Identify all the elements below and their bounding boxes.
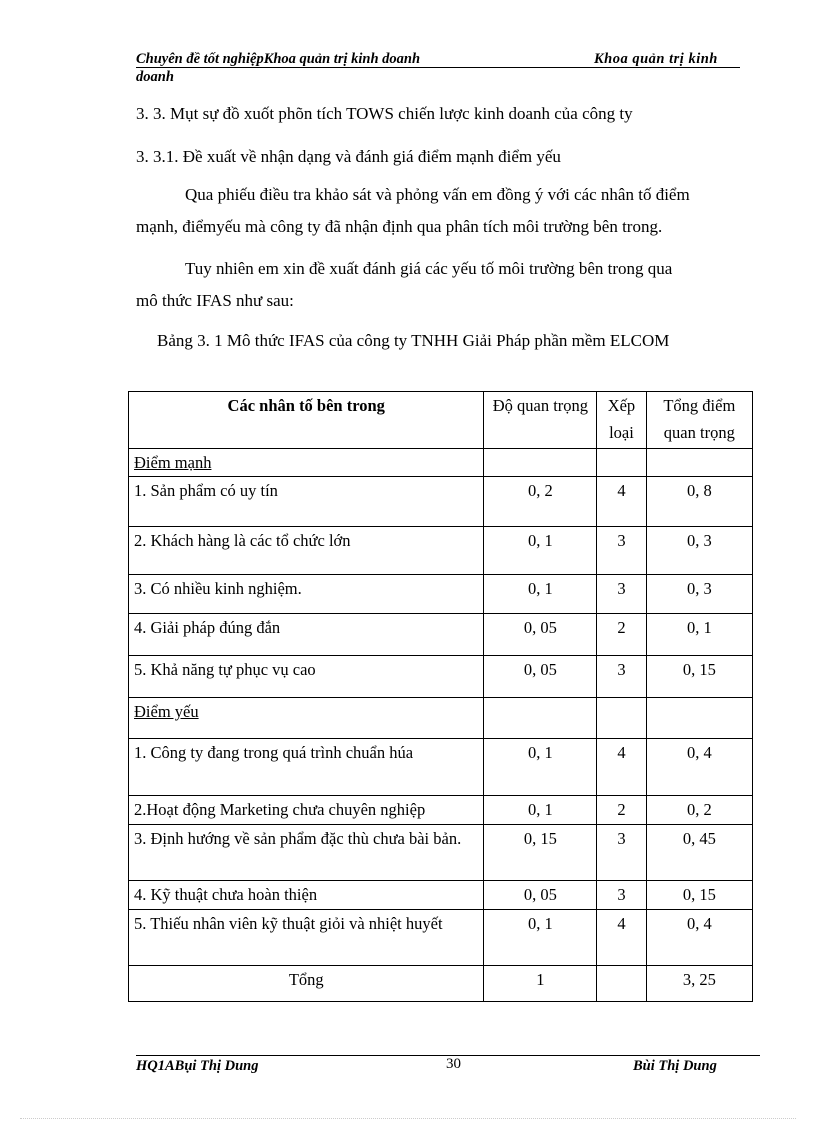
factor-cell: 2.Hoạt động Marketing chưa chuyên nghiệp [129,796,484,825]
rating-cell: 4 [597,739,646,796]
footer-left-text: HQ1ABụi Thị Dung [136,1058,259,1074]
factor-cell: 3. Định hướng về sản phẩm đặc thù chưa bài bản. [129,825,484,881]
paragraph-1-line-2: mạnh, điểmyếu mà công ty đã nhận định qua phân tích môi trường bên trong. [136,217,663,236]
table-row [129,910,753,966]
score-cell: 0, 45 [646,825,752,881]
table-header-row [129,392,753,449]
footer-right-text: Bùi Thị Dung [633,1058,717,1074]
table-row [129,881,753,910]
header-continuation-text: doanh [136,69,174,85]
table-row [129,656,753,698]
header-divider [136,67,740,68]
importance-cell: 0, 1 [484,739,597,796]
table-row [129,796,753,825]
score-cell: 0, 8 [646,477,752,527]
factor-cell: 5. Khả năng tự phục vụ cao [129,656,484,698]
score-cell: 0, 4 [646,739,752,796]
score-cell: 0, 1 [646,614,752,656]
score-cell: 0, 15 [646,656,752,698]
header-importance: Độ quan trọng [484,392,597,449]
importance-cell: 0, 1 [484,575,597,614]
ifas-table [128,391,753,1002]
importance-cell: 0, 05 [484,614,597,656]
header-left-text: Chuyên đề tốt nghiệpKhoa quản trị kinh doanh [136,51,421,67]
weaknesses-label: Điểm yếu [129,698,484,739]
factor-cell: 2. Khách hàng là các tổ chức lớn [129,527,484,575]
factor-cell: 4. Giải pháp đúng đắn [129,614,484,656]
section-heading-3-3-1: 3. 3.1. Đề xuất về nhận dạng và đánh giá điểm mạnh điểm yếu [136,147,561,166]
total-score: 3, 25 [646,966,752,1002]
total-label: Tổng [129,966,484,1002]
paragraph-2-line-1: Tuy nhiên em xin đề xuất đánh giá các yếu tố môi trường bên trong qua [185,259,673,278]
rating-cell: 4 [597,910,646,966]
factor-cell: 1. Công ty đang trong quá trình chuẩn húa [129,739,484,796]
table-caption: Bảng 3. 1 Mô thức IFAS của công ty TNHH Giải Pháp phần mềm ELCOM [157,331,670,350]
table-row [129,614,753,656]
rating-cell: 3 [597,656,646,698]
header-factor: Các nhân tố bên trong [129,392,484,449]
table-row [129,477,753,527]
importance-cell: 0, 15 [484,825,597,881]
header-right-text: Khoa quản trị kinh [594,51,718,67]
strengths-label: Điểm mạnh [129,449,484,477]
rating-cell: 2 [597,796,646,825]
paragraph-2-line-2: mô thức IFAS như sau: [136,291,294,310]
rating-cell: 4 [597,477,646,527]
rating-cell: 3 [597,575,646,614]
importance-cell: 0, 05 [484,881,597,910]
rating-cell: 3 [597,527,646,575]
factor-cell: 4. Kỹ thuật chưa hoàn thiện [129,881,484,910]
score-cell: 0, 15 [646,881,752,910]
section-heading-3-3: 3. 3. Mụt sự đồ xuốt phõn tích TOWS chiến lược kinh doanh của công ty [136,104,633,123]
importance-cell: 0, 05 [484,656,597,698]
rating-cell: 3 [597,825,646,881]
total-rating [597,966,646,1002]
page-number: 30 [446,1056,461,1072]
page-edge-divider [20,1118,796,1119]
header-score: Tổng điểm quan trọng [646,392,752,449]
score-cell: 0, 3 [646,527,752,575]
score-cell: 0, 2 [646,796,752,825]
table-row [129,527,753,575]
table-row [129,575,753,614]
importance-cell: 0, 1 [484,527,597,575]
section-row-weaknesses [129,698,753,739]
paragraph-1-line-1: Qua phiếu điều tra khảo sát và phỏng vấn em đồng ý với các nhân tố điểm [185,185,690,204]
importance-cell: 0, 2 [484,477,597,527]
factor-cell: 5. Thiếu nhân viên kỹ thuật giỏi và nhiệt huyết [129,910,484,966]
table-row [129,825,753,881]
rating-cell: 2 [597,614,646,656]
importance-cell: 0, 1 [484,796,597,825]
section-row-strengths [129,449,753,477]
factor-cell: 3. Có nhiều kinh nghiệm. [129,575,484,614]
total-row [129,966,753,1002]
header-rating: Xếp loại [597,392,646,449]
importance-cell: 0, 1 [484,910,597,966]
score-cell: 0, 4 [646,910,752,966]
rating-cell: 3 [597,881,646,910]
total-importance: 1 [484,966,597,1002]
factor-cell: 1. Sản phẩm có uy tín [129,477,484,527]
score-cell: 0, 3 [646,575,752,614]
table-row [129,739,753,796]
